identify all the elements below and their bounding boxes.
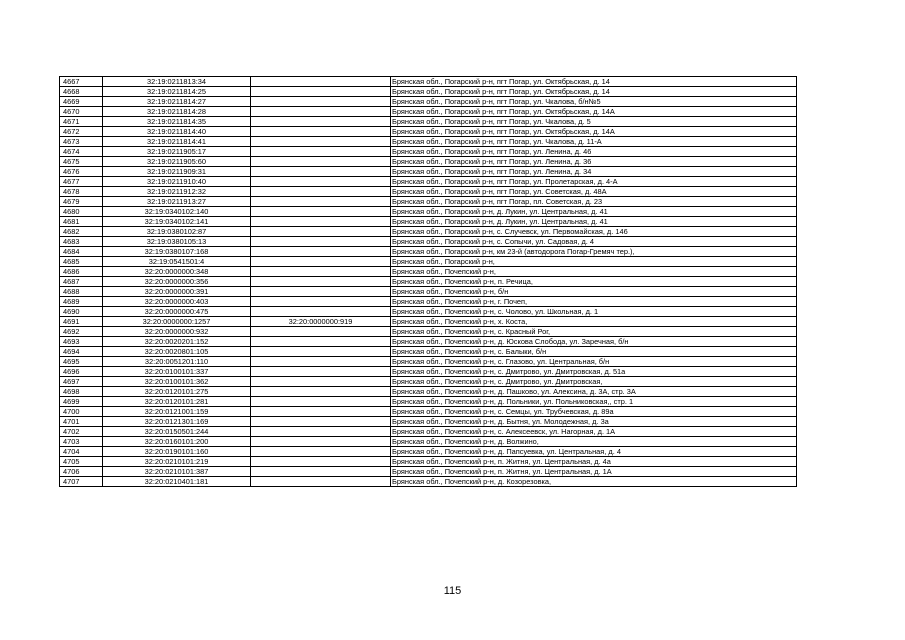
previous-cadastral-number-cell: [251, 467, 391, 477]
table-row: [60, 277, 797, 287]
row-number-cell: 4684: [60, 247, 103, 257]
previous-cadastral-number-cell: [251, 427, 391, 437]
address-cell: Брянская обл., Погарский р-н, пгт Погар, ул. Чкалова, д. 11-А: [391, 137, 797, 147]
row-number-cell: 4668: [60, 87, 103, 97]
table-row: [60, 77, 797, 87]
table-row: [60, 117, 797, 127]
row-number-cell: 4672: [60, 127, 103, 137]
address-cell: Брянская обл., Почепский р-н, д. Польники, ул. Польниковская,, стр. 1: [391, 397, 797, 407]
previous-cadastral-number-cell: [251, 157, 391, 167]
table-row: [60, 107, 797, 117]
previous-cadastral-number-cell: [251, 147, 391, 157]
cadastral-number-cell: 32:20:0100101:362: [103, 377, 251, 387]
previous-cadastral-number-cell: 32:20:0000000:919: [251, 317, 391, 327]
previous-cadastral-number-cell: [251, 297, 391, 307]
cadastral-number-cell: 32:20:0210401:181: [103, 477, 251, 487]
cadastral-number-cell: 32:19:0211905:60: [103, 157, 251, 167]
address-cell: Брянская обл., Погарский р-н, пгт Погар, ул. Ленина, д. 46: [391, 147, 797, 157]
previous-cadastral-number-cell: [251, 137, 391, 147]
table-row: [60, 227, 797, 237]
table-row: [60, 217, 797, 227]
previous-cadastral-number-cell: [251, 207, 391, 217]
address-cell: Брянская обл., Почепский р-н, д. Пашково, ул. Алексина, д. 3А, стр. 3А: [391, 387, 797, 397]
table-row: [60, 367, 797, 377]
row-number-cell: 4667: [60, 77, 103, 87]
table-row: [60, 247, 797, 257]
row-number-cell: 4702: [60, 427, 103, 437]
cadastral-number-cell: 32:19:0211905:17: [103, 147, 251, 157]
cadastral-number-cell: 32:19:0211814:27: [103, 97, 251, 107]
cadastral-number-cell: 32:19:0211814:40: [103, 127, 251, 137]
row-number-cell: 4698: [60, 387, 103, 397]
table-row: [60, 147, 797, 157]
previous-cadastral-number-cell: [251, 107, 391, 117]
row-number-cell: 4701: [60, 417, 103, 427]
previous-cadastral-number-cell: [251, 417, 391, 427]
row-number-cell: 4679: [60, 197, 103, 207]
address-cell: Брянская обл., Почепский р-н,: [391, 267, 797, 277]
previous-cadastral-number-cell: [251, 357, 391, 367]
cadastral-number-cell: 32:19:0380107:168: [103, 247, 251, 257]
address-cell: Брянская обл., Почепский р-н, с. Глазово, ул. Центральная, б/н: [391, 357, 797, 367]
address-cell: Брянская обл., Почепский р-н, с. Красный Рог,: [391, 327, 797, 337]
cadastral-number-cell: 32:20:0150501:244: [103, 427, 251, 437]
address-cell: Брянская обл., Почепский р-н, с. Дмитрово, ул. Дмитровская, д. 51а: [391, 367, 797, 377]
previous-cadastral-number-cell: [251, 257, 391, 267]
previous-cadastral-number-cell: [251, 247, 391, 257]
previous-cadastral-number-cell: [251, 77, 391, 87]
row-number-cell: 4677: [60, 177, 103, 187]
previous-cadastral-number-cell: [251, 457, 391, 467]
row-number-cell: 4671: [60, 117, 103, 127]
previous-cadastral-number-cell: [251, 337, 391, 347]
address-cell: Брянская обл., Погарский р-н, пгт Погар, ул. Ленина, д. 34: [391, 167, 797, 177]
previous-cadastral-number-cell: [251, 387, 391, 397]
previous-cadastral-number-cell: [251, 237, 391, 247]
cadastral-number-cell: 32:20:0000000:475: [103, 307, 251, 317]
row-number-cell: 4688: [60, 287, 103, 297]
previous-cadastral-number-cell: [251, 167, 391, 177]
cadastral-number-cell: 32:20:0000000:1257: [103, 317, 251, 327]
row-number-cell: 4690: [60, 307, 103, 317]
table-row: [60, 477, 797, 487]
table-row: [60, 317, 797, 327]
address-cell: Брянская обл., Почепский р-н, д. Волжино,: [391, 437, 797, 447]
row-number-cell: 4675: [60, 157, 103, 167]
table-row: [60, 397, 797, 407]
table-row: [60, 327, 797, 337]
table-row: [60, 457, 797, 467]
address-cell: Брянская обл., Погарский р-н, пгт Погар, ул. Октябрьская, д. 14: [391, 77, 797, 87]
previous-cadastral-number-cell: [251, 347, 391, 357]
table-row: [60, 347, 797, 357]
address-cell: Брянская обл., Почепский р-н, х. Коста,: [391, 317, 797, 327]
cadastral-number-cell: 32:20:0100101:337: [103, 367, 251, 377]
address-cell: Брянская обл., Погарский р-н, д. Лукин, ул. Центральная, д. 41: [391, 207, 797, 217]
address-cell: Брянская обл., Почепский р-н, д. Юскова Слобода, ул. Заречная, б/н: [391, 337, 797, 347]
previous-cadastral-number-cell: [251, 397, 391, 407]
address-cell: Брянская обл., Погарский р-н, пгт Погар, ул. Пролетарская, д. 4-А: [391, 177, 797, 187]
table-row: [60, 427, 797, 437]
previous-cadastral-number-cell: [251, 307, 391, 317]
cadastral-number-cell: 32:19:0211912:32: [103, 187, 251, 197]
table-row: [60, 437, 797, 447]
previous-cadastral-number-cell: [251, 287, 391, 297]
cadastral-number-cell: 32:19:0211813:34: [103, 77, 251, 87]
previous-cadastral-number-cell: [251, 277, 391, 287]
previous-cadastral-number-cell: [251, 177, 391, 187]
row-number-cell: 4670: [60, 107, 103, 117]
address-cell: Брянская обл., Почепский р-н, д. Папсуевка, ул. Центральная, д. 4: [391, 447, 797, 457]
table-row: [60, 87, 797, 97]
cadastral-number-cell: 32:19:0211814:41: [103, 137, 251, 147]
row-number-cell: 4699: [60, 397, 103, 407]
cadastral-number-cell: 32:19:0380102:87: [103, 227, 251, 237]
address-cell: Брянская обл., Погарский р-н, пгт Погар, ул. Советская, д. 48А: [391, 187, 797, 197]
row-number-cell: 4689: [60, 297, 103, 307]
cadastral-number-cell: 32:19:0211814:35: [103, 117, 251, 127]
table-row: [60, 97, 797, 107]
previous-cadastral-number-cell: [251, 117, 391, 127]
address-cell: Брянская обл., Погарский р-н, пгт Погар, ул. Октябрьская, д. 14: [391, 87, 797, 97]
table-row: [60, 187, 797, 197]
address-cell: Брянская обл., Погарский р-н, км 23-й (автодорога Погар-Гремяч тер.),: [391, 247, 797, 257]
row-number-cell: 4683: [60, 237, 103, 247]
cadastral-number-cell: 32:19:0211814:25: [103, 87, 251, 97]
row-number-cell: 4694: [60, 347, 103, 357]
cadastral-number-cell: 32:19:0211910:40: [103, 177, 251, 187]
row-number-cell: 4685: [60, 257, 103, 267]
row-number-cell: 4703: [60, 437, 103, 447]
previous-cadastral-number-cell: [251, 187, 391, 197]
table-row: [60, 407, 797, 417]
previous-cadastral-number-cell: [251, 127, 391, 137]
row-number-cell: 4705: [60, 457, 103, 467]
table-row: [60, 467, 797, 477]
row-number-cell: 4680: [60, 207, 103, 217]
row-number-cell: 4707: [60, 477, 103, 487]
row-number-cell: 4678: [60, 187, 103, 197]
cadastral-number-cell: 32:19:0211814:28: [103, 107, 251, 117]
address-cell: Брянская обл., Почепский р-н, г. Почеп,: [391, 297, 797, 307]
cadastral-number-cell: 32:20:0000000:356: [103, 277, 251, 287]
table-row: [60, 237, 797, 247]
row-number-cell: 4693: [60, 337, 103, 347]
previous-cadastral-number-cell: [251, 437, 391, 447]
table-row: [60, 447, 797, 457]
previous-cadastral-number-cell: [251, 477, 391, 487]
table-row: [60, 167, 797, 177]
address-cell: Брянская обл., Погарский р-н, пгт Погар, ул. Чкалова, д. 5: [391, 117, 797, 127]
cadastral-number-cell: 32:20:0000000:932: [103, 327, 251, 337]
address-cell: Брянская обл., Почепский р-н, с. Дмитрово, ул. Дмитровская,: [391, 377, 797, 387]
row-number-cell: 4686: [60, 267, 103, 277]
row-number-cell: 4676: [60, 167, 103, 177]
address-cell: Брянская обл., Погарский р-н, д. Лукин, ул. Центральная, д. 41: [391, 217, 797, 227]
cadastral-number-cell: 32:20:0121001:159: [103, 407, 251, 417]
cadastral-number-cell: 32:20:0121301:169: [103, 417, 251, 427]
cadastral-number-cell: 32:20:0190101:160: [103, 447, 251, 457]
address-cell: Брянская обл., Погарский р-н, пгт Погар, ул. Октябрьская, д. 14А: [391, 127, 797, 137]
address-cell: Брянская обл., Погарский р-н, пгт Погар, ул. Октябрьская, д. 14А: [391, 107, 797, 117]
cadastral-number-cell: 32:19:0541501:4: [103, 257, 251, 267]
cadastral-number-cell: 32:19:0380105:13: [103, 237, 251, 247]
table-row: [60, 357, 797, 367]
table-body: [60, 77, 797, 487]
row-number-cell: 4706: [60, 467, 103, 477]
address-cell: Брянская обл., Почепский р-н, п. Житня, ул. Центральная, д. 1А: [391, 467, 797, 477]
cadastral-number-cell: 32:19:0340102:141: [103, 217, 251, 227]
cadastral-number-cell: 32:20:0120101:281: [103, 397, 251, 407]
address-cell: Брянская обл., Почепский р-н, п. Речица,: [391, 277, 797, 287]
row-number-cell: 4692: [60, 327, 103, 337]
cadastral-number-cell: 32:20:0160101:200: [103, 437, 251, 447]
table-row: [60, 137, 797, 147]
table-row: [60, 297, 797, 307]
table-row: [60, 157, 797, 167]
previous-cadastral-number-cell: [251, 447, 391, 457]
address-cell: Брянская обл., Почепский р-н, с. Балыки, б/н: [391, 347, 797, 357]
previous-cadastral-number-cell: [251, 97, 391, 107]
previous-cadastral-number-cell: [251, 197, 391, 207]
cadastral-number-cell: 32:20:0051201:110: [103, 357, 251, 367]
row-number-cell: 4681: [60, 217, 103, 227]
address-cell: Брянская обл., Погарский р-н,: [391, 257, 797, 267]
cadastral-number-cell: 32:20:0210101:387: [103, 467, 251, 477]
table-row: [60, 177, 797, 187]
cadastral-number-cell: 32:20:0000000:403: [103, 297, 251, 307]
row-number-cell: 4687: [60, 277, 103, 287]
address-cell: Брянская обл., Погарский р-н, с. Сопычи, ул. Садовая, д. 4: [391, 237, 797, 247]
table-row: [60, 267, 797, 277]
cadastral-number-cell: 32:19:0340102:140: [103, 207, 251, 217]
page-number: 115: [443, 585, 462, 597]
table-row: [60, 307, 797, 317]
address-cell: Брянская обл., Погарский р-н, пгт Погар, пл. Советская, д. 23: [391, 197, 797, 207]
table-row: [60, 417, 797, 427]
address-cell: Брянская обл., Погарский р-н, с. Случевск, ул. Первомайская, д. 146: [391, 227, 797, 237]
table-row: [60, 197, 797, 207]
row-number-cell: 4673: [60, 137, 103, 147]
row-number-cell: 4674: [60, 147, 103, 157]
address-cell: Брянская обл., Почепский р-н, д. Бытня, ул. Молодежная, д. 3а: [391, 417, 797, 427]
address-cell: Брянская обл., Почепский р-н, б/н: [391, 287, 797, 297]
cadastral-number-cell: 32:20:0000000:391: [103, 287, 251, 297]
previous-cadastral-number-cell: [251, 407, 391, 417]
cadastral-number-cell: 32:19:0211909:31: [103, 167, 251, 177]
row-number-cell: 4696: [60, 367, 103, 377]
table-row: [60, 337, 797, 347]
table-row: [60, 287, 797, 297]
table-row: [60, 127, 797, 137]
cadastral-number-cell: 32:20:0120101:275: [103, 387, 251, 397]
row-number-cell: 4700: [60, 407, 103, 417]
table-row: [60, 257, 797, 267]
table-row: [60, 377, 797, 387]
address-cell: Брянская обл., Почепский р-н, с. Алексеевск, ул. Нагорная, д. 1А: [391, 427, 797, 437]
previous-cadastral-number-cell: [251, 327, 391, 337]
previous-cadastral-number-cell: [251, 367, 391, 377]
address-cell: Брянская обл., Почепский р-н, с. Семцы, ул. Трубчевская, д. 89а: [391, 407, 797, 417]
table-row: [60, 387, 797, 397]
row-number-cell: 4697: [60, 377, 103, 387]
cadastral-number-cell: 32:20:0210101:219: [103, 457, 251, 467]
table-row: [60, 207, 797, 217]
previous-cadastral-number-cell: [251, 227, 391, 237]
cadastral-number-cell: 32:20:0020801:105: [103, 347, 251, 357]
cadastral-number-cell: 32:19:0211913:27: [103, 197, 251, 207]
cadastral-number-cell: 32:20:0020201:152: [103, 337, 251, 347]
address-cell: Брянская обл., Почепский р-н, с. Чолово, ул. Школьная, д. 1: [391, 307, 797, 317]
row-number-cell: 4695: [60, 357, 103, 367]
previous-cadastral-number-cell: [251, 377, 391, 387]
address-cell: Брянская обл., Почепский р-н, п. Житня, ул. Центральная, д. 4а: [391, 457, 797, 467]
address-cell: Брянская обл., Почепский р-н, д. Козорезовка,: [391, 477, 797, 487]
previous-cadastral-number-cell: [251, 217, 391, 227]
address-cell: Брянская обл., Погарский р-н, пгт Погар, ул. Чкалова, б/н№5: [391, 97, 797, 107]
row-number-cell: 4704: [60, 447, 103, 457]
cadastral-number-cell: 32:20:0000000:348: [103, 267, 251, 277]
previous-cadastral-number-cell: [251, 267, 391, 277]
address-cell: Брянская обл., Погарский р-н, пгт Погар, ул. Ленина, д. 36: [391, 157, 797, 167]
row-number-cell: 4682: [60, 227, 103, 237]
cadastral-objects-table: [59, 76, 797, 487]
row-number-cell: 4691: [60, 317, 103, 327]
previous-cadastral-number-cell: [251, 87, 391, 97]
row-number-cell: 4669: [60, 97, 103, 107]
